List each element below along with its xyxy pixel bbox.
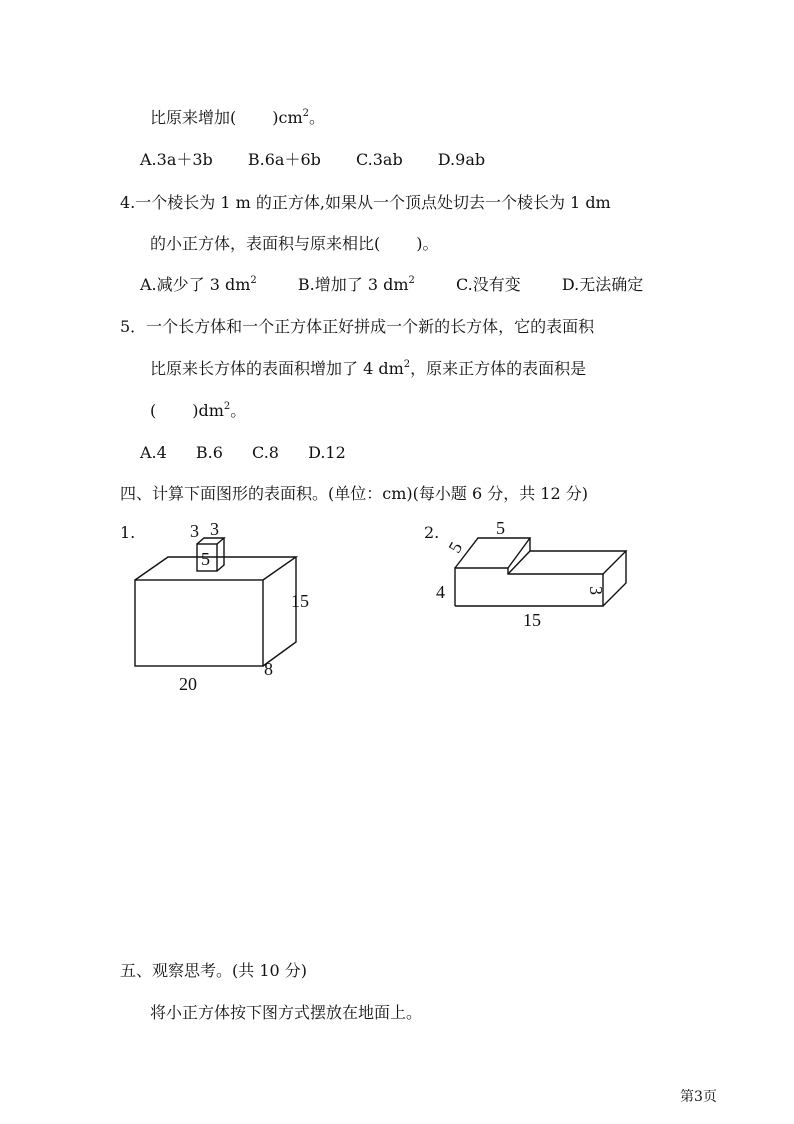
q3-continuation: 比原来增加( )$cm^2$。: [150, 108, 326, 127]
fig2-lower-top: [508, 551, 626, 574]
q5-option-b: B.6: [195, 443, 223, 462]
fig2-right-face: [603, 551, 626, 606]
page-number: 第3页: [680, 1089, 717, 1105]
fig2-number: 2.: [424, 523, 440, 542]
fig2-label-length: 15: [523, 610, 541, 630]
fig1-label-height: 15: [291, 591, 309, 611]
section5-heading: 五、观察思考。(共 10 分): [120, 961, 308, 980]
fig1-diagram: [120, 515, 350, 695]
section5-text: 将小正方体按下图方式摆放在地面上。: [150, 1003, 423, 1022]
q4-option-d: D.无法确定: [561, 275, 644, 294]
fig2-label-top: 5: [496, 518, 505, 538]
q5-line3: ( )$dm^2$。: [150, 401, 247, 420]
fig2-label-left: 4: [436, 582, 445, 602]
q4-line2: 的小正方体，表面积与原来相比( )。: [150, 234, 439, 253]
q4-option-c: C.没有变: [455, 275, 521, 294]
fig2-front-face: [455, 568, 603, 606]
section4-heading: 四、计算下面图形的表面积。(单位：cm)(每小题 6 分，共 12 分): [120, 484, 588, 503]
q4-line1: 4.一个棱长为 1 m 的正方体,如果从一个顶点处切去一个棱长为 1 dm: [120, 193, 611, 212]
q3-option-d: D.9ab: [437, 150, 486, 169]
q3-option-b: B.6a＋6b: [247, 150, 321, 169]
q3-options: [140, 152, 515, 168]
q4-option-a: A.减少了 3 $dm^2$: [140, 275, 257, 294]
fig1-label-depth: 8: [264, 659, 273, 679]
fig1-label-small-h: 5: [201, 549, 210, 569]
q5-option-a: A.4: [140, 443, 167, 462]
fig2-label-step: 5: [444, 538, 467, 557]
fig2-label-depth: 3: [586, 586, 606, 595]
q5-option-d: D.12: [308, 443, 346, 462]
fig2-diagram: [430, 512, 630, 632]
fig1-label-length: 20: [179, 674, 197, 694]
q5-line2: 比原来长方体的表面积增加了 4 $dm^2$，原来正方体的表面积是: [150, 359, 587, 378]
q5-option-c: C.8: [252, 443, 279, 462]
q4-option-b: B.增加了 3 $dm^2$: [297, 275, 415, 294]
q5-line1: 5．一个长方体和一个正方体正好拼成一个新的长方体，它的表面积: [120, 317, 595, 336]
fig1-number: 1.: [120, 523, 136, 542]
fig1-front-face: [135, 580, 263, 666]
q3-option-c: C.3ab: [355, 150, 403, 169]
q5-options: [140, 445, 346, 461]
q4-options: [140, 277, 643, 293]
fig1-right-face: [263, 557, 296, 666]
fig1-top-face: [135, 557, 296, 580]
fig1-label-small-d: 3: [210, 519, 219, 539]
q3-option-a: A.3a＋3b: [140, 150, 213, 169]
fig1-label-small-w: 3: [190, 521, 199, 541]
